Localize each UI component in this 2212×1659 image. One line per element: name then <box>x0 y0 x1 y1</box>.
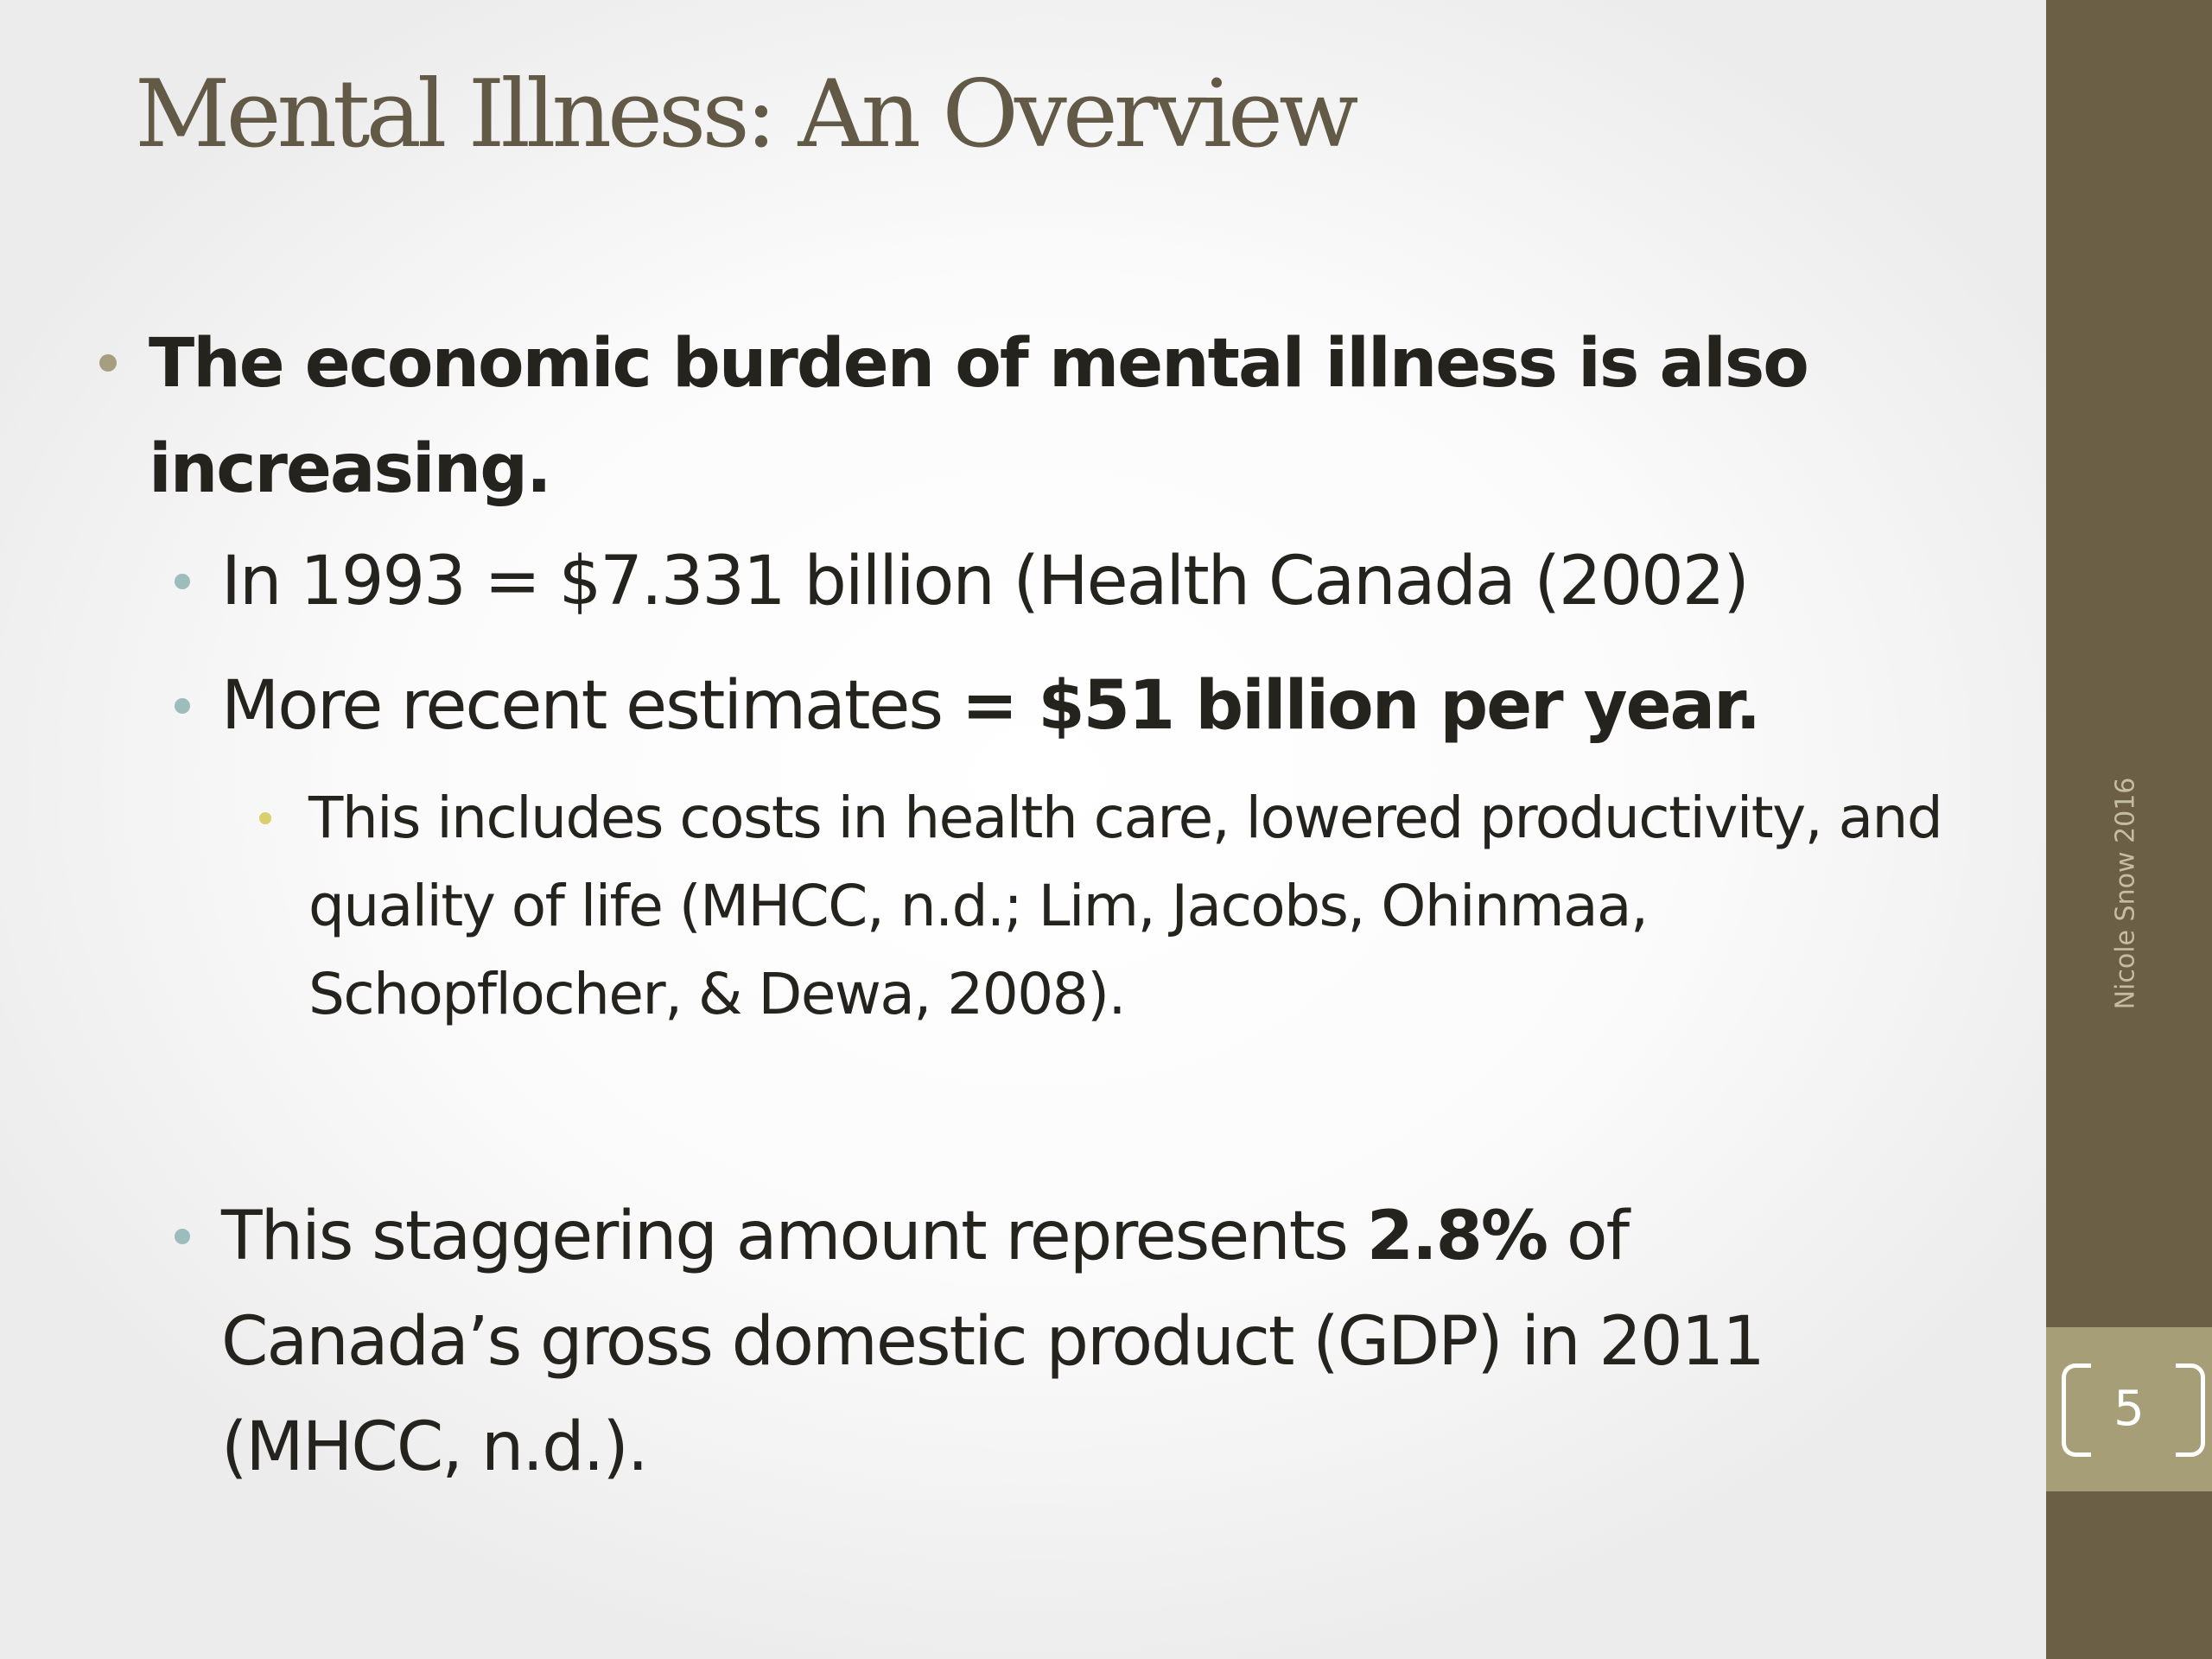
bullet-text: More recent estimates <box>221 667 962 745</box>
footer-author: Nicole Snow 2016 <box>2110 777 2141 1010</box>
bullet-text: In 1993 = $7.331 billion (Health Canada (2002) <box>221 543 1748 620</box>
bullet-dot-icon <box>175 698 190 714</box>
bullet-text: This includes costs in health care, lowered productivity, and quality of life (MHCC, n.d.; Lim, Jacobs, Ohinmaa, Schopflocher, & Dewa, 2008). <box>308 785 1942 1027</box>
bullet-dot-icon <box>175 574 190 589</box>
bullet-dot-icon <box>259 812 271 824</box>
slide-number: 5 <box>2113 1381 2145 1437</box>
bullet-emphasis: = $51 billion per year. <box>961 667 1760 745</box>
bullet-1993-cost <box>221 529 1941 634</box>
bullet-economic-burden <box>149 311 1842 522</box>
bullet-recent-estimates <box>221 653 1941 759</box>
bullet-dot-icon <box>99 354 117 372</box>
bullet-text-post: of Canada’s gross domestic product (GDP) in 2011 (MHCC, n.d.). <box>221 1198 1764 1486</box>
bullet-dot-icon <box>175 1229 190 1244</box>
bullet-cost-details <box>308 774 1950 1039</box>
bullet-text: The economic burden of mental illness is also increasing. <box>149 325 1808 508</box>
bullet-emphasis: 2.8% <box>1366 1198 1548 1275</box>
bullet-text-pre: This staggering amount represents <box>221 1198 1367 1275</box>
slide-title: Mental Illness: An Overview <box>135 60 1355 168</box>
slide-number-box <box>2046 1327 2212 1491</box>
bullet-gdp-share <box>221 1184 1941 1500</box>
